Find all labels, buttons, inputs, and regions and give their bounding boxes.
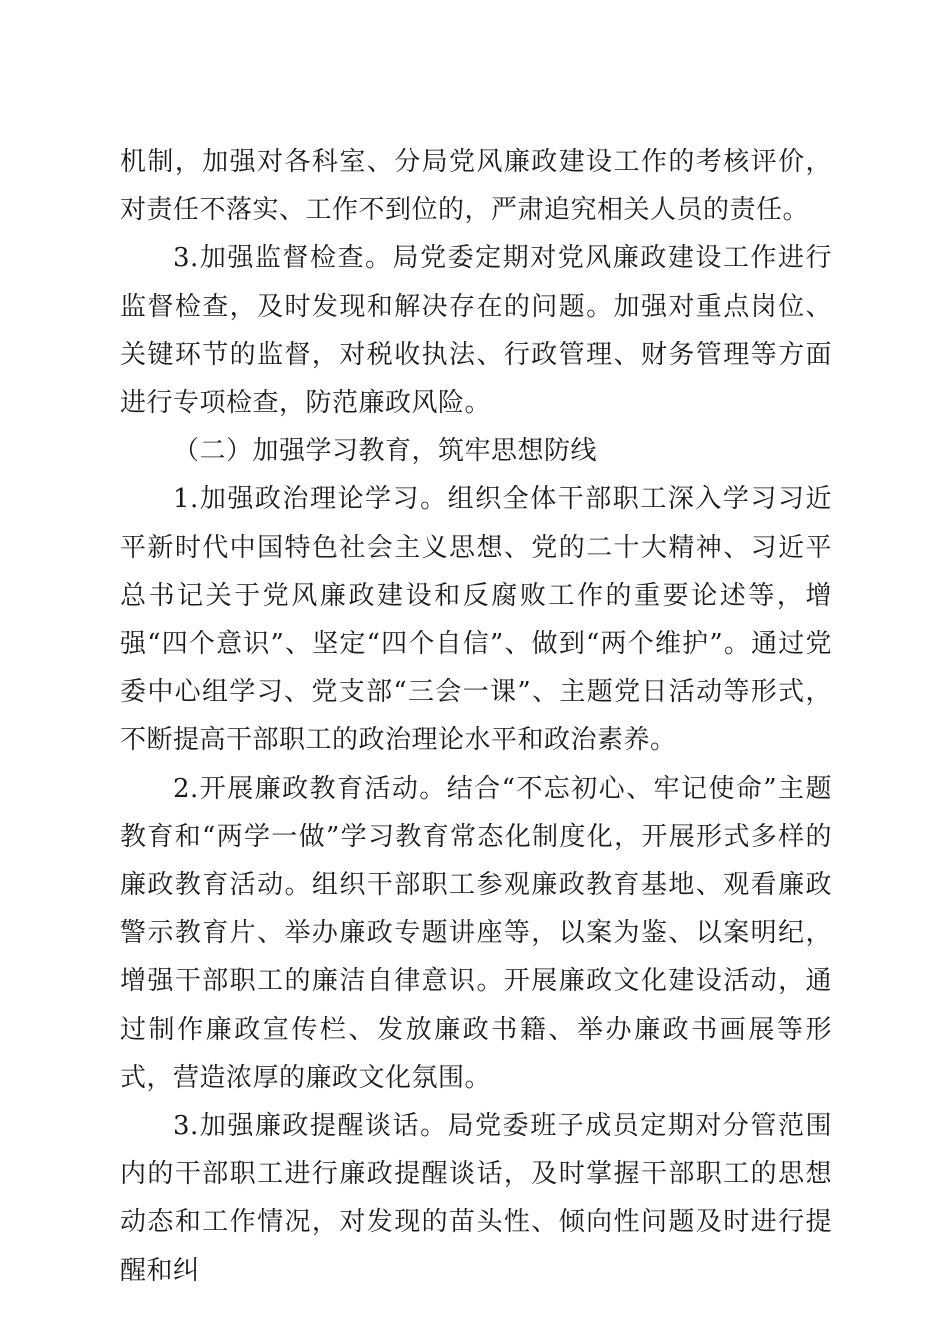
paragraph-supervision-inspection: 3.加强监督检查。局党委定期对党风廉政建设工作进行监督检查，及时发现和解决存在的问题。加强对重点岗位、关键环节的监督，对税收执法、行政管理、财务管理等方面进行专项检查，防范廉政风险。 [120,243,832,419]
paragraph-integrity-education: 2.开展廉政教育活动。结合“不忘初心、牢记使命”主题教育和“两学一做”学习教育常态化制度化，开展形式多样的廉政教育活动。组织干部职工参观廉政教育基地、观看廉政警示教育片、举办廉政专题讲座等，以案为鉴、以案明纪，增强干部职工的廉洁自律意识。开展廉政文化建设活动，通过制作廉政宣传栏、发放廉政书籍、举办廉政书画展等形式，营造浓厚的廉政文化氛围。 [120,773,832,1093]
section-heading-study-education: （二）加强学习教育，筑牢思想防线 [173,436,598,467]
paragraph-political-theory-study: 1.加强政治理论学习。组织全体干部职工深入学习习近平新时代中国特色社会主义思想、党的二十大精神、习近平总书记关于党风廉政建设和反腐败工作的重要论述等，增强“四个意识”、坚定“四个自信”、做到“两个维护”。通过党委中心组学习、党支部“三会一课”、主题党日活动等形式，不断提高干部职工的政治理论水平和政治素养。 [120,484,832,756]
paragraph-integrity-reminder-talks: 3.加强廉政提醒谈话。局党委班子成员定期对分管范围内的干部职工进行廉政提醒谈话，及时掌握干部职工的思想动态和工作情况，对发现的苗头性、倾向性问题及时进行提醒和纠 [120,1111,832,1286]
paragraph-continuation: 机制，加强对各科室、分局党风廉政建设工作的考核评价，对责任不落实、工作不到位的，严肃追究相关人员的责任。 [120,147,832,226]
document-body [120,138,832,1295]
